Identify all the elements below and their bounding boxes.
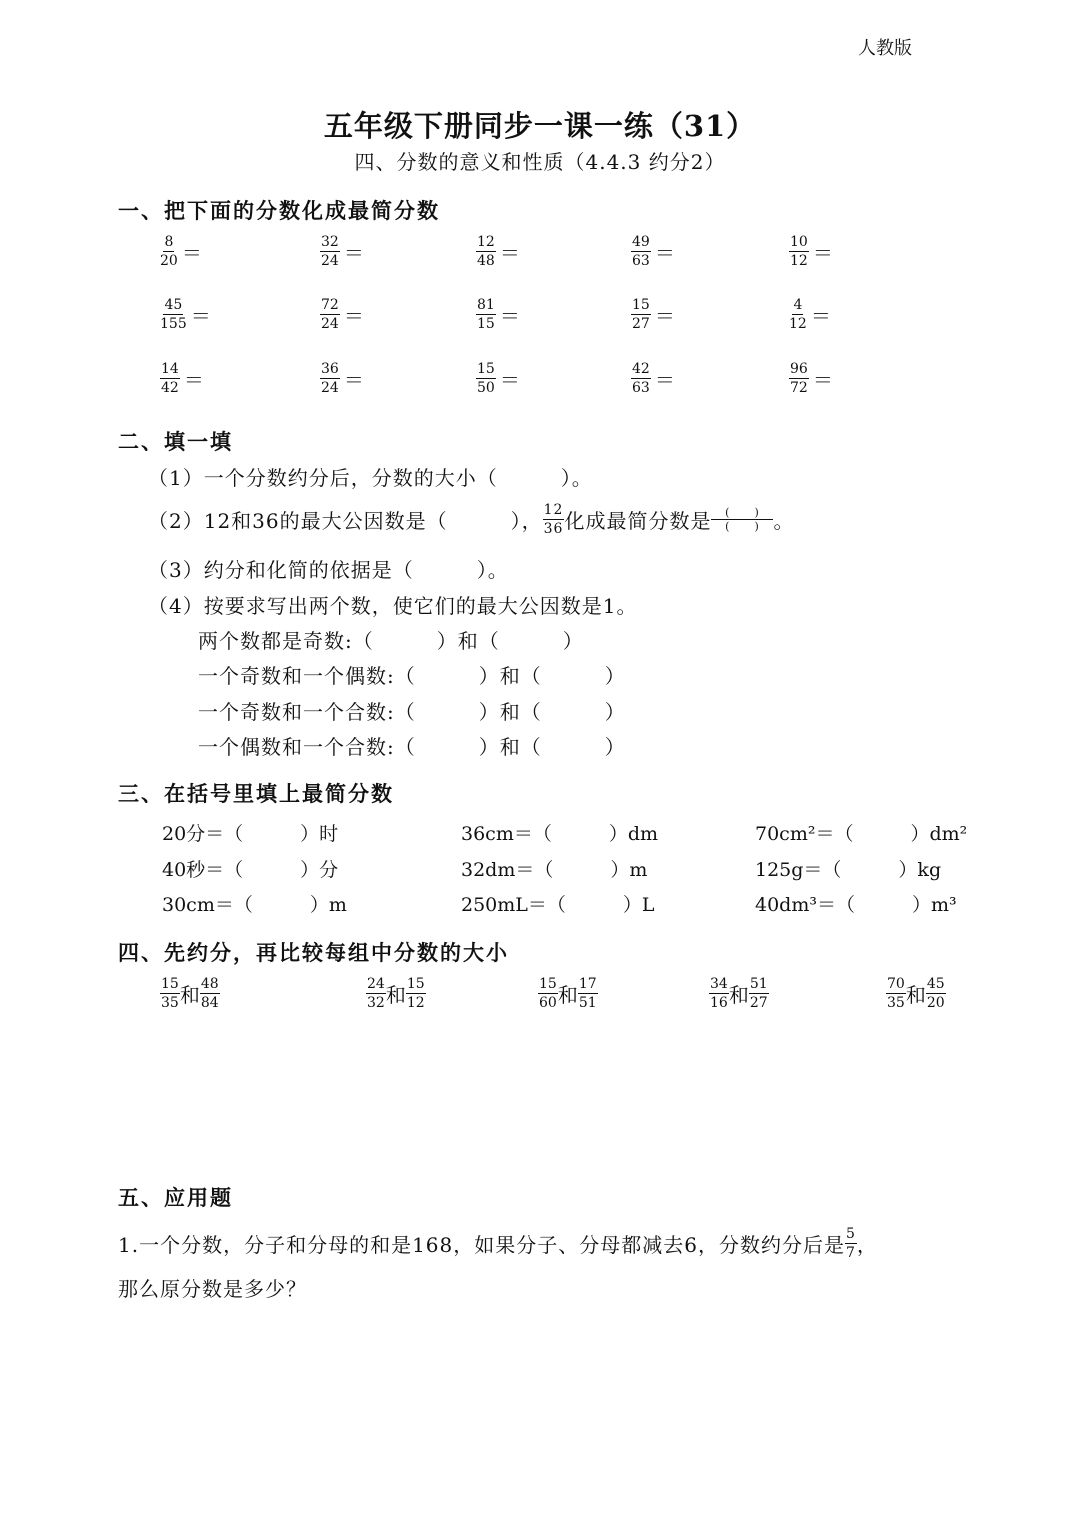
equals-sign: ＝: [812, 241, 833, 265]
simplify-item: [160, 361, 204, 396]
fraction: [160, 234, 178, 269]
fraction-denominator: 63: [632, 253, 650, 269]
fraction: [578, 976, 598, 1011]
fill-question-4-line: 一个偶数和一个合数:（ ）和（ ）: [198, 735, 626, 759]
section-3-heading: 三、在括号里填上最简分数: [118, 781, 394, 806]
fraction-denominator: 84: [200, 995, 219, 1011]
fraction-denominator: 72: [790, 380, 808, 396]
fraction: [160, 297, 187, 332]
fraction-numerator: 70: [887, 976, 905, 992]
fraction: [320, 361, 340, 396]
fill-question-4: （4）按要求写出两个数，使它们的最大公因数是1。: [148, 594, 638, 618]
answer-fraction-blank[interactable]: [711, 506, 773, 533]
fraction-numerator: 32: [321, 234, 339, 250]
fraction-numerator: 12: [543, 502, 564, 518]
fraction: [631, 361, 651, 396]
fraction: [160, 361, 180, 396]
section-2-heading: 二、填一填: [118, 429, 233, 454]
fill-question-4-line: 一个奇数和一个偶数:（ ）和（ ）: [198, 664, 626, 688]
fraction-numerator: 5: [845, 1226, 856, 1242]
and-word: 和: [905, 983, 926, 1007]
fraction-numerator: 17: [578, 976, 597, 992]
fraction: [476, 234, 496, 269]
fill-question-4-line: 两个数都是奇数:（ ）和（ ）: [198, 629, 584, 653]
equals-sign: ＝: [499, 304, 520, 328]
fill-question-3: （3）约分和化简的依据是（ ）。: [148, 558, 509, 582]
unit-conversion-item: 40秒＝（ ）分: [162, 859, 339, 881]
equals-sign: ＝: [654, 241, 675, 265]
fraction-denominator: 32: [367, 995, 385, 1011]
fraction-denominator: 27: [632, 316, 650, 332]
fraction-denominator: 20: [160, 253, 178, 269]
unit-conversion-item: 70cm²＝（ ）dm²: [755, 823, 968, 845]
unit-conversion-item: 32dm＝（ ）m: [461, 859, 648, 881]
fraction: [320, 234, 340, 269]
compare-pair: [366, 976, 426, 1011]
fraction-denominator: 35: [161, 995, 179, 1011]
unit-conversion-item: 250mL＝（ ）L: [461, 894, 655, 916]
simplify-item: [320, 297, 364, 332]
fraction: [789, 234, 809, 269]
fraction-numerator: 15: [539, 976, 557, 992]
section-4-heading: 四、先约分，再比较每组中分数的大小: [118, 940, 509, 965]
equals-sign: ＝: [654, 368, 675, 392]
fraction-numerator: 15: [406, 976, 425, 992]
fraction-denominator: 63: [632, 380, 650, 396]
equals-sign: ＝: [654, 304, 675, 328]
simplify-item: [631, 234, 675, 269]
fraction: [538, 976, 558, 1011]
fraction: [631, 234, 651, 269]
section-5-heading: 五、应用题: [118, 1185, 233, 1210]
equals-sign: ＝: [343, 304, 364, 328]
word-problem-1-comma: ，: [856, 1233, 878, 1257]
and-word: 和: [179, 983, 200, 1007]
simplify-item: [631, 297, 675, 332]
fraction-numerator: 49: [632, 234, 650, 250]
word-problem-1-line2: 那么原分数是多少？: [118, 1277, 307, 1301]
page-subtitle: 四、分数的意义和性质（4.4.3 约分2）: [354, 150, 726, 174]
fraction-denominator: 12: [790, 253, 808, 269]
fraction-denominator: 20: [926, 995, 945, 1011]
fraction-numerator: 15: [161, 976, 179, 992]
simplify-item: [320, 234, 364, 269]
fraction-numerator: 14: [161, 361, 179, 377]
simplify-item: [476, 297, 520, 332]
fraction: [631, 297, 651, 332]
unit-conversion-item: 125g＝（ ）kg: [755, 859, 942, 881]
fraction-numerator: 45: [164, 297, 183, 313]
fraction-numerator: 24: [367, 976, 385, 992]
fraction-denominator: 60: [539, 995, 557, 1011]
compare-pair: [538, 976, 598, 1011]
fraction-denominator: 24: [321, 316, 339, 332]
simplify-item: [789, 361, 833, 396]
fraction-numerator: 48: [200, 976, 219, 992]
fraction: [886, 976, 906, 1011]
simplify-item: [160, 234, 202, 269]
equals-sign: ＝: [181, 241, 202, 265]
fraction-numerator: 45: [926, 976, 945, 992]
equals-sign: ＝: [499, 368, 520, 392]
compare-pair: [886, 976, 946, 1011]
answer-blank-denominator[interactable]: ( ): [725, 520, 760, 533]
simplify-item: [476, 361, 520, 396]
equals-sign: ＝: [183, 368, 204, 392]
answer-blank-numerator[interactable]: ( ): [711, 506, 773, 520]
and-word: 和: [385, 983, 406, 1007]
simplify-item: [320, 361, 364, 396]
fraction: [789, 297, 807, 332]
fraction-12-36: [543, 502, 565, 537]
fill-question-2-end: 。: [773, 509, 795, 533]
fraction-numerator: 15: [477, 361, 495, 377]
fraction: [476, 297, 496, 332]
fraction-denominator: 7: [845, 1245, 856, 1261]
compare-pair: [709, 976, 769, 1011]
fraction: [320, 297, 340, 332]
fraction-denominator: 12: [789, 316, 807, 332]
word-problem-1: [118, 1226, 878, 1261]
fraction-denominator: 12: [406, 995, 425, 1011]
fraction-denominator: 36: [543, 521, 564, 537]
fraction: [926, 976, 946, 1011]
simplify-item: [789, 297, 831, 332]
simplify-item: [789, 234, 833, 269]
fraction-numerator: 4: [793, 297, 803, 313]
fill-question-4-line: 一个奇数和一个合数:（ ）和（ ）: [198, 700, 626, 724]
fraction-denominator: 155: [160, 316, 187, 332]
equals-sign: ＝: [343, 241, 364, 265]
fraction-numerator: 81: [477, 297, 495, 313]
fraction: [789, 361, 809, 396]
compare-pair: [160, 976, 220, 1011]
simplify-item: [160, 297, 211, 332]
fraction: [476, 361, 496, 396]
page-title: 五年级下册同步一课一练（31）: [323, 109, 757, 143]
equals-sign: ＝: [190, 304, 211, 328]
fraction-numerator: 15: [632, 297, 650, 313]
edition-label: 人教版: [858, 38, 912, 59]
fraction-denominator: 51: [578, 995, 597, 1011]
word-problem-1-text: 1.一个分数，分子和分母的和是168，如果分子、分母都减去6，分数约分后是: [118, 1233, 845, 1257]
fraction-denominator: 35: [887, 995, 905, 1011]
fraction: [366, 976, 386, 1011]
fraction-denominator: 16: [710, 995, 728, 1011]
unit-conversion-item: 36cm＝（ ）dm: [461, 823, 659, 845]
equals-sign: ＝: [343, 368, 364, 392]
fraction-numerator: 51: [749, 976, 768, 992]
fraction-denominator: 27: [749, 995, 768, 1011]
fill-question-2-text-b: 化成最简分数是: [564, 509, 712, 533]
fraction: [200, 976, 220, 1011]
fraction: [749, 976, 769, 1011]
fraction-denominator: 24: [321, 253, 339, 269]
simplify-item: [631, 361, 675, 396]
section-1-heading: 一、把下面的分数化成最简分数: [118, 198, 440, 223]
fraction-numerator: 8: [164, 234, 174, 250]
equals-sign: ＝: [812, 368, 833, 392]
fraction-numerator: 34: [710, 976, 728, 992]
fraction-numerator: 10: [790, 234, 808, 250]
fill-question-1: （1）一个分数约分后，分数的大小（ ）。: [148, 466, 593, 490]
fraction-numerator: 36: [321, 361, 339, 377]
fraction-denominator: 50: [477, 380, 495, 396]
fill-question-2-text-a: （2）12和36的最大公因数是（ ），: [148, 509, 543, 533]
fraction-numerator: 42: [632, 361, 650, 377]
fraction-numerator: 72: [321, 297, 339, 313]
fraction-numerator: 12: [477, 234, 495, 250]
and-word: 和: [557, 983, 578, 1007]
fraction-denominator: 42: [161, 380, 179, 396]
and-word: 和: [728, 983, 749, 1007]
unit-conversion-item: 30cm＝（ ）m: [162, 894, 347, 916]
fraction-numerator: 96: [790, 361, 808, 377]
equals-sign: ＝: [810, 304, 831, 328]
fraction-5-7: [845, 1226, 857, 1261]
fill-question-2: [148, 502, 794, 537]
fraction: [160, 976, 180, 1011]
unit-conversion-item: 20分＝（ ）时: [162, 823, 339, 845]
equals-sign: ＝: [499, 241, 520, 265]
fraction: [406, 976, 426, 1011]
fraction-denominator: 15: [477, 316, 495, 332]
fraction-denominator: 48: [477, 253, 495, 269]
unit-conversion-item: 40dm³＝（ ）m³: [755, 894, 957, 916]
fraction-denominator: 24: [321, 380, 339, 396]
fraction: [709, 976, 729, 1011]
simplify-item: [476, 234, 520, 269]
